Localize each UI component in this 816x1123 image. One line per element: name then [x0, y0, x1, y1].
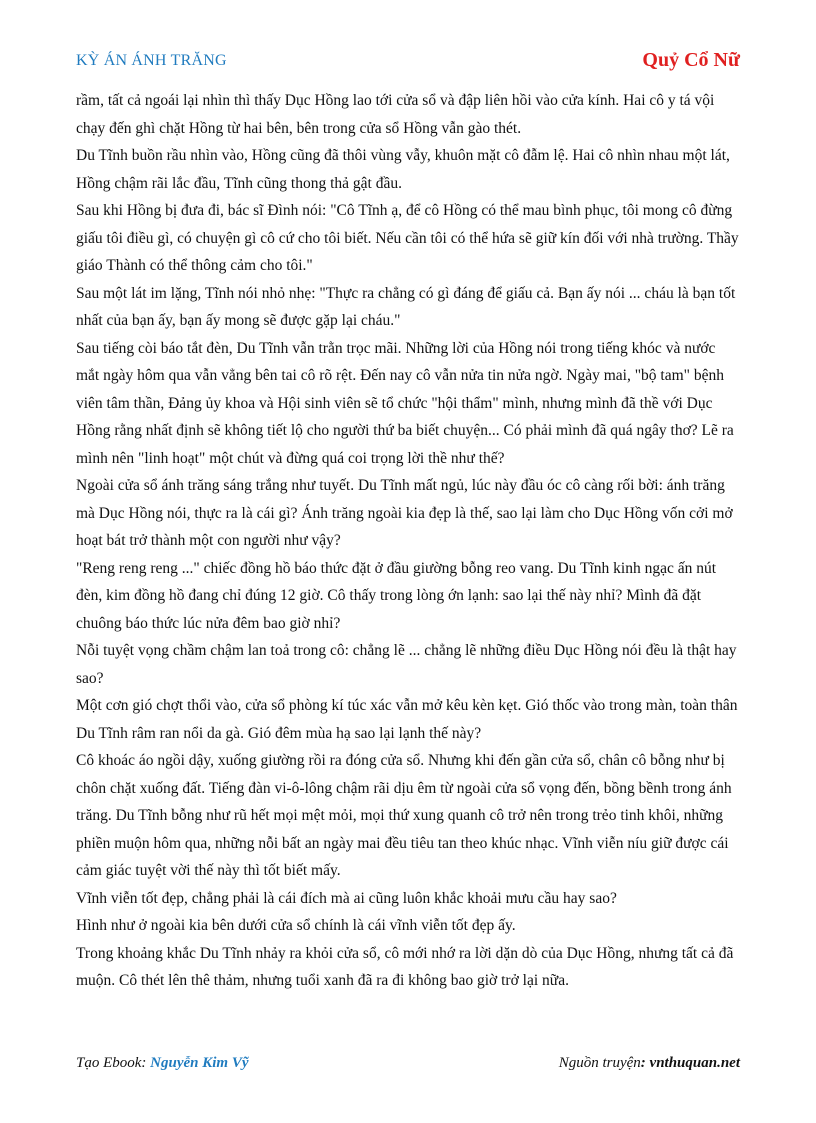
ebook-credit [76, 1055, 249, 1072]
ebook-separator: : [141, 1055, 151, 1071]
paragraph: Nỗi tuyệt vọng chầm chậm lan toả trong cô: chẳng lẽ ... chẳng lẽ những điều Dục Hồng nói đều là thật hay sao? [76, 642, 737, 687]
paragraph: "Reng reng reng ..." chiếc đồng hồ báo thức đặt ở đầu giường bỗng reo vang. Du Tĩnh kinh ngạc ấn nút đèn, kim đồng hồ đang chỉ đúng 12 giờ. Cô thấy trong lòng ớn lạnh: sao lại thế này nhỉ? Mình đã đặt chuông báo thức lúc nửa đêm bao giờ nhỉ? [76, 559, 717, 632]
paragraph: Sau tiếng còi báo tắt đèn, Du Tĩnh vẫn trằn trọc mãi. Những lời của Hồng nói trong tiếng khóc và nước mắt ngày hôm qua vẫn vẳng bên tai cô rõ rệt. Đến nay cô vẫn nửa tin nửa ngờ. Ngày mai, "bộ tam" bệnh viên tâm thần, Đảng ủy khoa và Hội sinh viên sẽ tổ chức "hội thẩm" mình, nhưng mình đã thề với Dục Hồng rằng nhất định sẽ không tiết lộ cho người thứ ba biết chuyện... Có phải mình đã quá ngây thơ? Lẽ ra mình nên "linh hoạt" một chút và đừng quá coi trọng lời thề như thế? [76, 339, 734, 467]
ebook-creator: Nguyễn Kim Vỹ [150, 1055, 249, 1071]
paragraph: Cô khoác áo ngồi dậy, xuống giường rồi ra đóng cửa sổ. Nhưng khi đến gần cửa sổ, chân cô bỗng như bị chôn chặt xuống đất. Tiếng đàn vi-ô-lông chậm rãi dịu êm từ ngoài cửa sổ vọng đến, bồng bềnh trong ánh trăng. Du Tĩnh bỗng như rũ hết mọi mệt mỏi, mọi thứ xung quanh cô trở nên trong trẻo tinh khôi, những phiền muộn hôm qua, những nỗi bất an ngày mai đều tiêu tan theo khúc nhạc. Vĩnh viễn níu giữ được cái cảm giác tuyệt vời thế này thì tốt biết mấy. [76, 752, 732, 879]
paragraph: Vĩnh viễn tốt đẹp, chẳng phải là cái đích mà ai cũng luôn khắc khoải mưu cầu hay sao? [76, 889, 617, 907]
paragraph: Trong khoảng khắc Du Tĩnh nhảy ra khỏi cửa sổ, cô mới nhớ ra lời dặn dò của Dục Hồng, nhưng tất cả đã muộn. Cô thét lên thê thảm, nhưng tuổi xanh đã ra đi không bao giờ trở lại nữa. [76, 944, 734, 989]
paragraph: Hình như ở ngoài kia bên dưới cửa sổ chính là cái vĩnh viễn tốt đẹp ấy. [76, 917, 516, 934]
paragraph: Sau một lát im lặng, Tĩnh nói nhỏ nhẹ: "Thực ra chẳng có gì đáng để giấu cả. Bạn ấy nói ... cháu là bạn tốt nhất của bạn ấy, bạn ấy mong sẽ được gặp lại cháu." [76, 284, 736, 329]
author-name: Quỷ Cổ Nữ [642, 49, 740, 71]
story-body [76, 87, 740, 995]
ebook-label: Tạo Ebook [76, 1055, 142, 1071]
paragraph: Ngoài cửa sổ ánh trăng sáng trắng như tuyết. Du Tĩnh mất ngủ, lúc này đầu óc cô càng rối bời: ánh trăng mà Dục Hồng nói, thực ra là cái gì? Ánh trăng ngoài kia đẹp là thế, sao lại làm cho Dục Hồng vốn cởi mở hoạt bát trở thành một con người như vậy? [76, 477, 733, 549]
book-title: KỲ ÁN ÁNH TRĂNG [76, 52, 227, 69]
paragraph: rầm, tất cả ngoái lại nhìn thì thấy Dục Hồng lao tới cửa sổ và đập liên hồi vào cửa kính. Hai cô y tá vội chạy đến ghì chặt Hồng từ hai bên, bên trong cửa sổ Hồng vẫn gào thét. [76, 92, 715, 137]
source-credit [559, 1055, 740, 1072]
source-label: Nguồn truyện [558, 1055, 641, 1071]
source-site: vnthuquan.net [649, 1055, 740, 1071]
paragraph: Du Tĩnh buồn rầu nhìn vào, Hồng cũng đã thôi vùng vẫy, khuôn mặt cô đẫm lệ. Hai cô nhìn nhau một lát, Hồng chậm rãi lắc đầu, Tĩnh cũng thong thả gật đầu. [76, 147, 730, 192]
paragraph: Một cơn gió chợt thổi vào, cửa sổ phòng kí túc xác vẫn mở kêu kèn kẹt. Gió thốc vào trong màn, toàn thân Du Tĩnh râm ran nổi da gà. Gió đêm mùa hạ sao lại lạnh thế này? [76, 697, 738, 742]
source-separator: : [640, 1055, 650, 1071]
paragraph: Sau khi Hồng bị đưa đi, bác sĩ Đình nói: "Cô Tĩnh ạ, để cô Hồng có thể mau bình phục, tôi mong cô đừng giấu tôi điều gì, có chuyện gì cô cứ cho tôi biết. Nếu cần tôi có thể hứa sẽ giữ kín đối với nhà trường. Thầy giáo Thành có thể thông cảm cho tôi." [76, 202, 739, 274]
